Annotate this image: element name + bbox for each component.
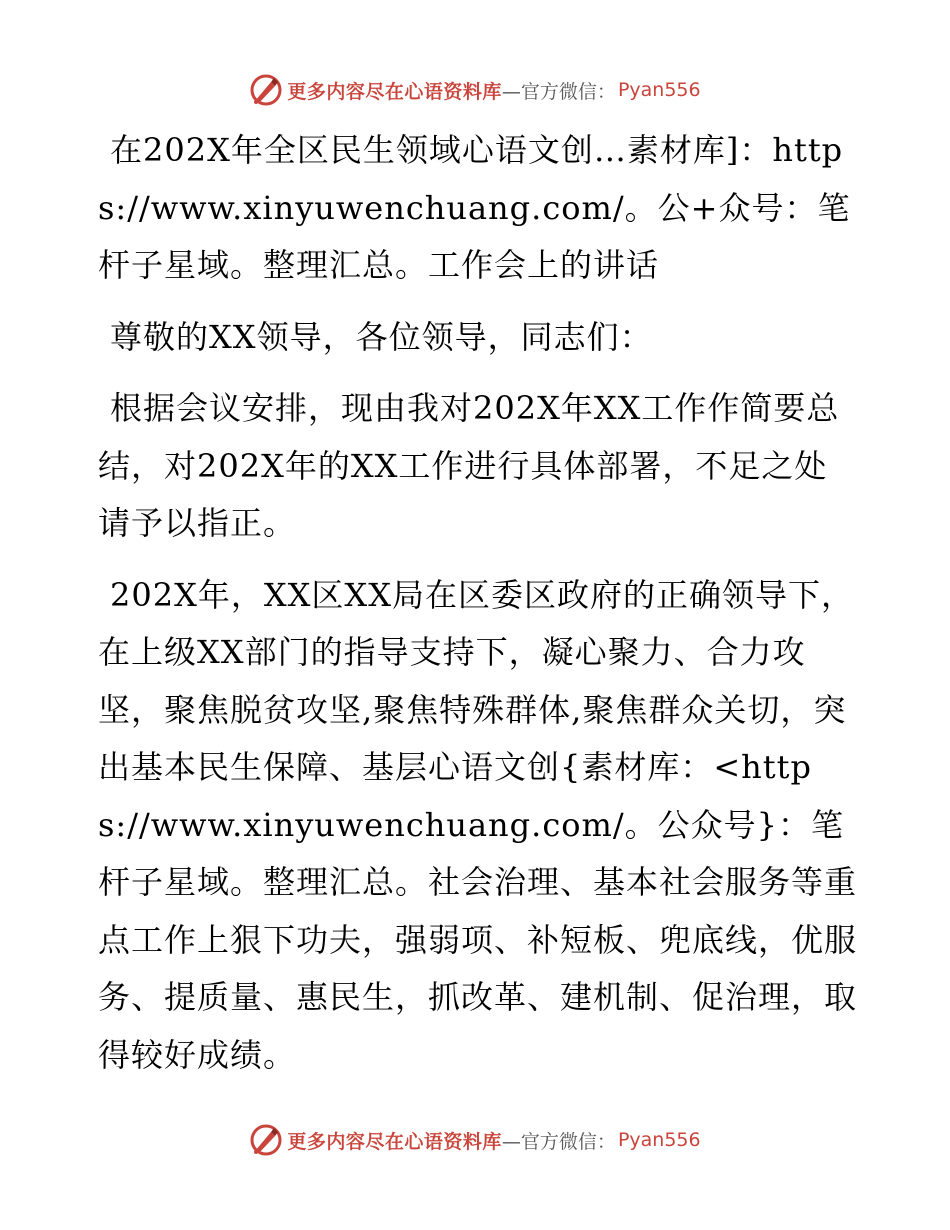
header-watermark-banner	[0, 70, 950, 110]
document-body	[98, 122, 858, 1098]
paragraph-intro: 在202X年全区民生领域心语文创…素材库]：https://www.xinyuwenchuang.com/。公+众号：笔杆子星域。整理汇总。工作会上的讲话	[98, 131, 851, 284]
banner-wechat-id: Pyan556	[617, 1129, 701, 1151]
banner-lead-text: 更多内容尽在心语资料库	[287, 1130, 502, 1153]
footer-watermark-banner	[0, 1120, 950, 1160]
banner-mid-text: —官方微信：	[501, 80, 616, 103]
banner-wechat-id: Pyan556	[617, 79, 701, 101]
paragraph-opening: 根据会议安排，现由我对202X年XX工作作简要总结，对202X年的XX工作进行具体部署，不足之处请予以指正。	[98, 389, 840, 542]
banner-mid-text: —官方微信：	[501, 1130, 616, 1153]
pen-logo-icon	[249, 73, 283, 107]
paragraph-summary: 202X年，XX区XX局在区委区政府的正确领导下，在上级XX部门的指导支持下，凝心聚力、合力攻坚，聚焦脱贫攻坚,聚焦特殊群体,聚焦群众关切，突出基本民生保障、基层心语文创{素材库：<https://www.xinyuwenchuang.com/。公众号}：笔杆子星域。整理汇总。社会治理、基本社会服务等重点工作上狠下功夫，强弱项、补短板、兜底线，优服务、提质量、惠民生，抓改革、建机制、促治理，取得较好成绩。	[98, 575, 858, 1074]
banner-lead-text: 更多内容尽在心语资料库	[287, 80, 502, 103]
pen-logo-icon	[249, 1123, 283, 1157]
paragraph-salutation: 尊敬的XX领导，各位领导，同志们：	[110, 317, 653, 356]
